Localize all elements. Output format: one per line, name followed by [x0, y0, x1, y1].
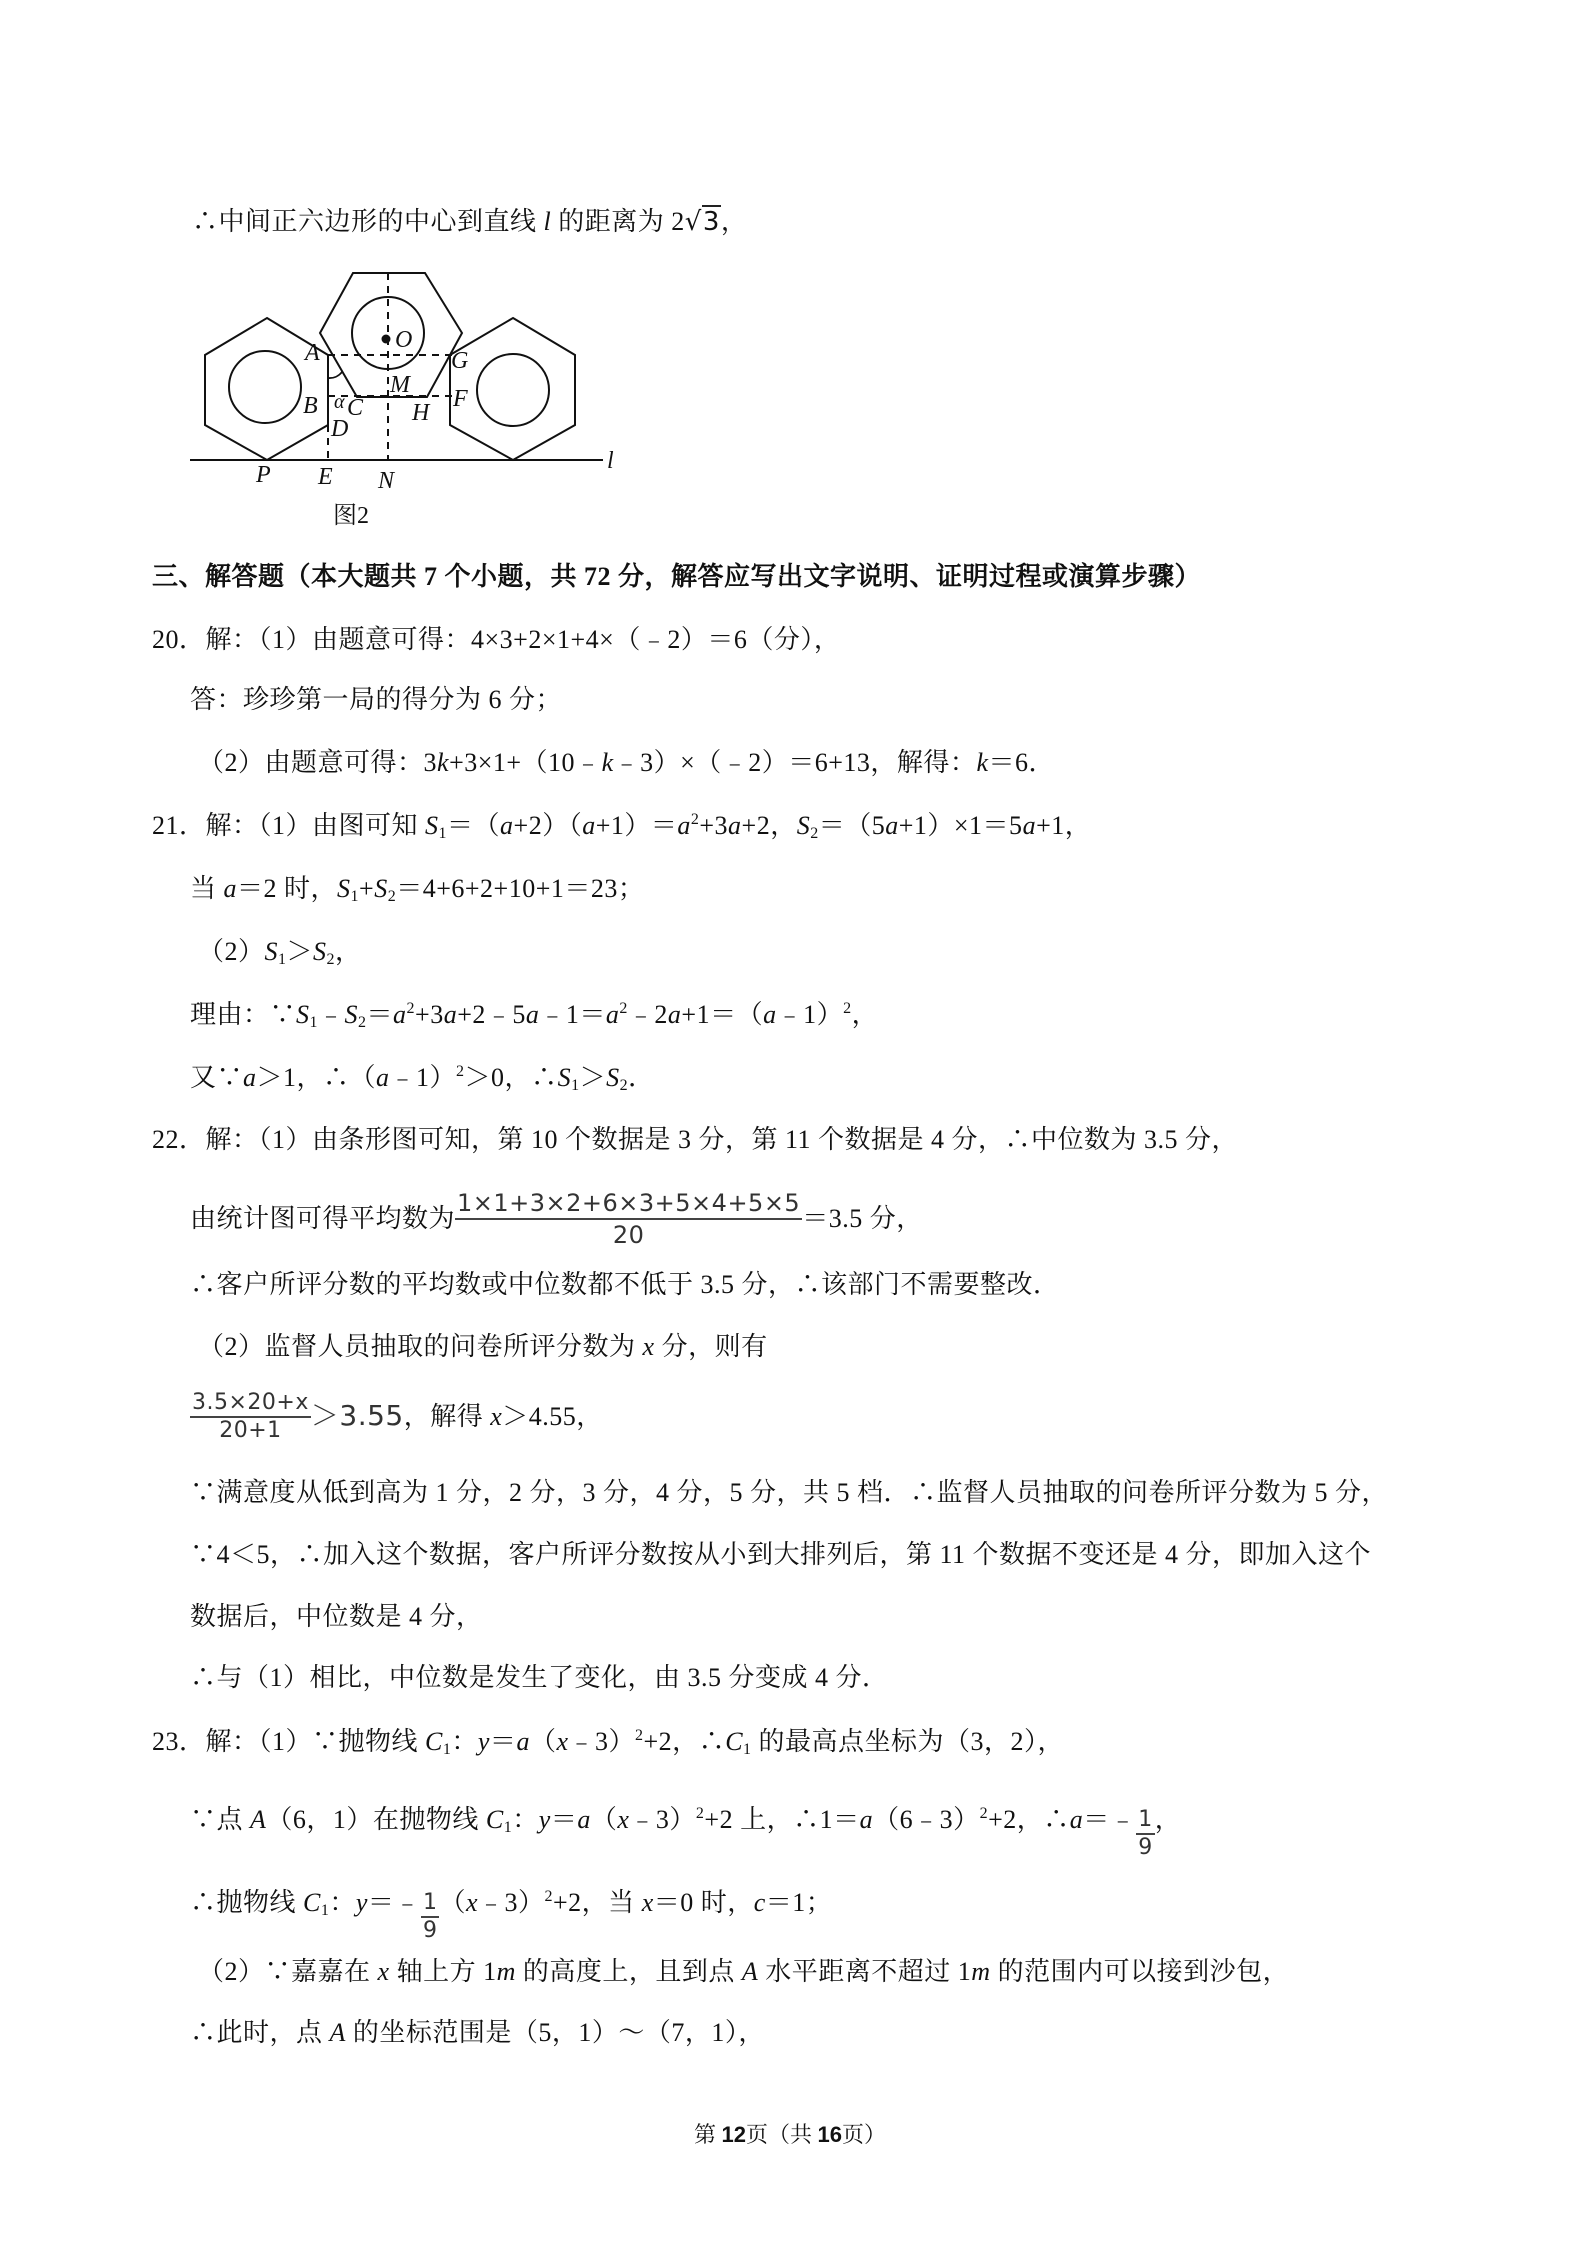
q22-line-3: ∴客户所评分数的平均数或中位数都不低于 3.5 分，∴该部门不需要整改． [190, 1270, 1060, 1299]
q22-line-6: ∵满意度从低到高为 1 分，2 分，3 分，4 分，5 分，共 5 档．∴监督人员抽取的问卷所评分数为 5 分， [190, 1478, 1389, 1507]
line-var: l [543, 207, 552, 236]
q23-line-2: ∵点 A（6，1）在抛物线 $C_1$：y＝a（x﹣3）$^2$+2 上，∴1＝a（6﹣3）$^2$+2，∴a＝﹣ $\frac{1}{9}$ ， [190, 1804, 1182, 1860]
text: （2）监督人员抽取的问卷所评分数为 [198, 1332, 643, 1361]
label-alpha: α [334, 391, 345, 413]
label-O: O [395, 327, 413, 353]
page-number: 12 [721, 2122, 746, 2147]
q23-line-1: 23．解：（1）∵抛物线 $C_1$：y＝a（x﹣3）$^2$+2，$\therefore C_1$ 的最高点坐标为（3，2）， [152, 1727, 1065, 1758]
text: ＝6． [988, 748, 1055, 777]
numerator: 3.5×20+x [190, 1390, 311, 1418]
text: ＞3.55 [310, 1398, 404, 1432]
q22-line-1: 22．解：（1）由条形图可知，第 10 个数据是 3 分，第 11 个数据是 4 分，∴中位数为 3.5 分， [152, 1125, 1239, 1154]
inequality-fraction [190, 1390, 311, 1444]
text: 分，则有 [654, 1332, 768, 1361]
var-k: k [437, 748, 450, 777]
mean-fraction [455, 1188, 802, 1250]
label-E: E [318, 464, 333, 490]
label-H: H [412, 400, 430, 426]
radicand: 3 [702, 207, 720, 237]
q20-line-3 [198, 746, 1055, 780]
q20-line-1: 20．解：（1）由题意可得：4×3+2×1+4×（﹣2）＝6（分）， [152, 625, 841, 654]
q21-line-4: 理由：$\because S_1﹣S_2=a^2+3a+2﹣5a﹣1=a^2﹣2a+1=(a﹣1)^2$， [190, 1000, 879, 1031]
label-N: N [378, 468, 395, 494]
figure-caption: 图2 [333, 503, 369, 529]
q21-line-5: 又∵a＞1，∴（a﹣1）$^2$＞0，$\therefore S_1>S_2$． [190, 1063, 655, 1094]
var-x: x [490, 1401, 503, 1431]
q22-line-4 [198, 1330, 768, 1364]
text: 由统计图可得平均数为 [190, 1203, 456, 1233]
text: 第 [694, 2122, 722, 2147]
q21-line-2: 当 a＝2 时，$S_1+S_2=4+6+2+10+1=23$； [190, 874, 645, 905]
label-P: P [256, 462, 271, 488]
q22-line-8: 数据后，中位数是 4 分， [190, 1602, 483, 1631]
intro-line [192, 205, 747, 239]
text: ＝3.5 分， [802, 1203, 923, 1233]
fraction-one-ninth [421, 1890, 440, 1944]
page-footer [694, 2120, 886, 2150]
intro-text: ∴中间正六边形的中心到直线 [192, 207, 544, 236]
label-D: D [331, 416, 349, 442]
total-pages: 16 [817, 2122, 842, 2147]
label-B: B [303, 393, 318, 419]
fraction-one-ninth [1136, 1807, 1155, 1861]
numerator: 1 [421, 1890, 440, 1918]
intro-suffix: ， [720, 207, 748, 236]
text: 页） [842, 2122, 887, 2147]
q22-inequality-line [190, 1392, 603, 1452]
numerator: 1×1+3×2+6×3+5×4+5×5 [455, 1188, 802, 1220]
q20-answer: 答：珍珍第一局的得分为 6 分； [190, 685, 563, 714]
q22-mean-line [190, 1190, 923, 1250]
q23-line-4: （2）∵嘉嘉在 x 轴上方 1m 的高度上，且到点 A 水平距离不超过 1m 的范围内可以接到沙包， [198, 1957, 1290, 1986]
text: ﹣3）×（﹣2）＝6+13，解得： [613, 748, 977, 777]
q22-line-9: ∴与（1）相比，中位数是发生了变化，由 3.5 分变成 4 分． [190, 1663, 889, 1692]
label-l: l [607, 448, 614, 474]
text: 页（共 [746, 2122, 818, 2147]
text: （2）由题意可得：3 [198, 748, 438, 777]
text: +3×1+（10﹣ [449, 748, 602, 777]
q22-line-7: ∵4＜5，∴加入这个数据，客户所评分数按从小到大排列后，第 11 个数据不变还是 4 分，即加入这个 [190, 1540, 1372, 1569]
denominator: 20 [612, 1221, 645, 1249]
text: ＞4.55， [502, 1401, 603, 1431]
label-M: M [390, 372, 410, 398]
label-G: G [451, 348, 469, 374]
denominator: 20+1 [219, 1418, 282, 1443]
var-k: k [976, 748, 989, 777]
text: ，解得 [403, 1401, 491, 1431]
q23-line-3: ∴抛物线 $C_1$：y＝﹣ $\frac{1}{9}$ （x﹣3）$^2$+2，当 x＝0 时，c＝1； [190, 1887, 833, 1943]
q21-line-3: $(2)S_1>S_2$， [198, 937, 362, 968]
numerator: 1 [1136, 1807, 1155, 1835]
var-x: x [642, 1332, 655, 1361]
denominator: 9 [1138, 1835, 1153, 1860]
q23-line-5: ∴此时，点 A 的坐标范围是（5，1）～（7，1）， [190, 2018, 765, 2047]
label-A: A [305, 340, 320, 366]
section-header: 三、解答题（本大题共 7 个小题，共 72 分，解答应写出文字说明、证明过程或演算步骤） [152, 562, 1202, 591]
denominator: 9 [422, 1918, 438, 1943]
label-C: C [347, 395, 364, 421]
label-F: F [453, 386, 468, 412]
sqrt-expression: √3 [684, 207, 720, 237]
intro-mid: 的距离为 2 [551, 207, 685, 236]
var-k: k [601, 748, 614, 777]
figure-hexagons-diagram [180, 260, 640, 550]
q21-line-1: 21．解：（1）由图可知 $S_1=(a+2)(a+1)=a^2+3a+2$，$S_2=(5a+1)\times 1=5a+1$， [152, 811, 1092, 842]
